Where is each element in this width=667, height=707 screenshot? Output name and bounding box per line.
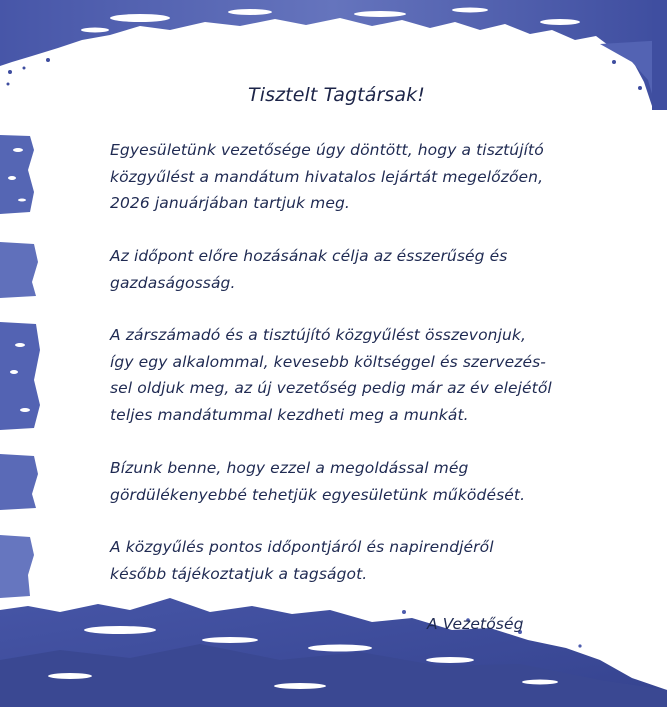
paragraph-2: [110, 243, 507, 296]
text-line: később tájékoztatjuk a tagságot.: [110, 564, 368, 583]
text-line: A közgyűlés pontos időpontjáról és napirendjéről: [110, 538, 494, 556]
letter-title: Tisztelt Tagtársak!: [248, 84, 425, 106]
text-line: A zárszámadó és a tisztújító közgyűlést összevonjuk,: [110, 326, 527, 344]
text-line: 2026 januárjában tartjuk meg.: [110, 194, 350, 212]
text-line: gazdaságosság.: [110, 273, 236, 292]
text-line: Az időpont előre hozásának célja az ésszerűség és: [110, 247, 508, 265]
text-line: gördülékenyebbé tehetjük egyesületünk működését.: [110, 485, 526, 504]
text-line: Bízunk benne, hogy ezzel a megoldással még: [110, 459, 469, 477]
paragraph-4: [110, 455, 525, 508]
paragraph-1: [110, 137, 544, 217]
text-line: így egy alkalommal, kevesebb költséggel és szervezés-: [110, 352, 546, 371]
text-line: Egyesületünk vezetősége úgy döntött, hogy a tisztújító: [110, 141, 544, 159]
text-line: közgyűlést a mandátum hivatalos lejártát megelőzően,: [110, 167, 544, 186]
signature: A Vezetőség: [427, 615, 524, 633]
left-brush-tabs: [0, 135, 40, 598]
paragraph-3: [110, 322, 552, 428]
text-line: sel oldjuk meg, az új vezetőség pedig már az év elejétől: [110, 379, 552, 397]
paragraph-5: [110, 534, 494, 587]
text-line: teljes mandátummal kezdheti meg a munkát.: [110, 405, 469, 424]
